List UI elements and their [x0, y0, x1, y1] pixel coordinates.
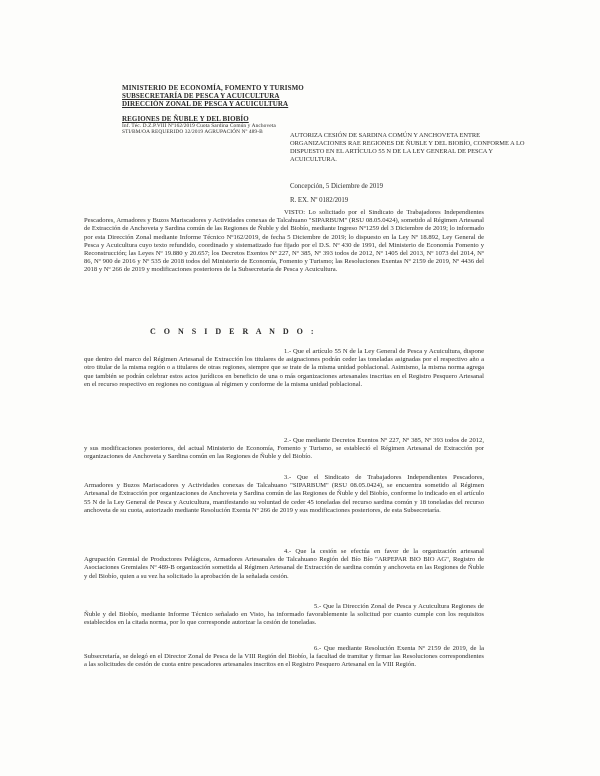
reference-line-1: Inf. Téc. D.Z.P.VIII Nº162/2019 Cuota Sardina Común y Anchoveta: [122, 122, 276, 129]
resolution-date: Concepción, 5 Diciembre de 2019: [290, 183, 384, 190]
visto-text: VISTO: Lo solicitado por el Sindicato de Trabajadores Independientes Pescadores, Armadores y Buzos Mariscadores y Actividades conexas de Talcahuano "SIPARBUM" (RSU 08.05.0424), sometido al Régimen Artesanal de Extracción de Anchoveta y Sardina común de las Regiones de Ñuble y del Biobío, mediante Ingreso Nº1259 del 3 Diciembre de 2019; lo informado por esta Dirección Zonal mediante Informe Técnico Nº162/2019, de fecha 5 Diciembre de 2019; lo dispuesto en la Ley Nº 18.892, Ley General de Pesca y Acuicultura cuyo texto refundido, coordinado y sistematizado fue fijado por el D.S. Nº 430 de 1991, del Ministerio de Economía Fomento y Reconstrucción; las Leyes Nº 19.880 y 20.657; los Decretos Exentos Nº 227, Nº 385, Nº 393 todos de 2012, Nº 1405 del 2013, Nº 1073 del 2014, Nº 86, Nº 900 de 2016 y Nº 535 de 2018 todos del Ministerio de Economía, Fomento y Turismo; las Resoluciones Exentas Nº 2159 de 2019, Nº 4436 del 2018 y Nº 266 de 2019 y modificaciones posteriores de la Subsecretaría de Pesca y Acuicultura.: [84, 209, 484, 274]
point-3-text: 3.- Que el Sindicato de Trabajadores Independientes Pescadores, Armadores y Buzos Mariscadores y Actividades conexas de Talcahuano "SIPARBUM" (RSU 08.05.0424), se encuentra sometido al Régimen Artesanal de Extracción por organizaciones de Anchoveta y Sardina común de las Regiones de Ñuble y del Biobío, conforme lo indicado en el artículo 55 N de la Ley General de Pesca y Acuicultura, manifestando su voluntad de ceder 45 toneladas del recurso sardina común y 18 toneladas del recurso anchoveta de su cuota, autorizado mediante Resolución Exenta Nº 266 de 2019 y sus modificaciones posteriores, de esta Subsecretaría.: [84, 474, 484, 514]
ministry-name: MINISTERIO DE ECONOMÍA, FOMENTO Y TURISMO: [122, 84, 304, 92]
considerando-heading: C O N S I D E R A N D O :: [150, 327, 317, 336]
point-6: [84, 645, 484, 670]
point-2: [84, 437, 484, 462]
regions-name: REGIONES DE ÑUBLE Y DEL BIOBÍO: [122, 114, 249, 123]
undersecretary-name: SUBSECRETARÍA DE PESCA Y ACUICULTURA: [122, 92, 280, 101]
point-5-text: 5.- Que la Dirección Zonal de Pesca y Acuicultura Regiones de Ñuble y del Biobío, mediante Informe Técnico señalado en Visto, ha informado favorablemente la solicitud por cuanto cumple con los requisitos establecidos en la citada norma, por lo que corresponde autorizar la cesión de toneladas.: [84, 603, 484, 627]
reference-line-2: STI/BM/OA REQUERIDO 32/2019 AGRUPACIÓN Nº 489-B: [122, 129, 263, 136]
point-5: [84, 603, 484, 628]
point-2-text: 2.- Que mediante Decretos Exentos Nº 227, Nº 385, Nº 393 todos de 2012, y sus modificaciones posteriores, del actual Ministerio de Economía, Fomento y Turismo, se estableció el Régimen Artesanal de Extracción por organizaciones de Anchoveta y Sardina común en las Regiones de Ñuble y del Biobío.: [84, 437, 484, 461]
point-1-text: 1.- Que el artículo 55 N de la Ley General de Pesca y Acuicultura, dispone que dentro del marco del Régimen Artesanal de Extracción los titulares de asignaciones podrán ceder las toneladas asignadas por el respectivo año a otro titular de la misma región o a titulares de otras regiones, siempre que se trate de la misma unidad poblacional. Asimismo, la misma norma agrega que también se podrán celebrar estos actos jurídicos en beneficio de una o más organizaciones artesanales inscritas en el Registro Pesquero Artesanal en el recurso respectivo en regiones no contiguas al régimen y conforme de la misma unidad poblacional.: [84, 348, 484, 388]
point-4: [84, 548, 484, 581]
point-6-text: 6.- Que mediante Resolución Exenta Nº 2159 de 2019, de la Subsecretaría, se delegó en el Director Zonal de Pesca de la VIII Región del Biobío, la facultad de tramitar y firmar las Resoluciones correspondientes a las solicitudes de cesión de cuota entre pescadores artesanales inscritos en el Registro Pesquero Artesanal en la VIII Región.: [84, 645, 484, 669]
visto-paragraph: [84, 209, 484, 275]
resolution-number: R. EX. Nº 0182/2019: [290, 197, 349, 204]
zonal-direction-name: DIRECCIÓN ZONAL DE PESCA Y ACUICULTURA: [122, 100, 289, 109]
point-3: [84, 474, 484, 515]
point-1: [84, 348, 484, 389]
point-4-text: 4.- Que la cesión se efectúa en favor de la organización artesanal Agrupación Gremial de Productores Pelágicos, Armadores Artesanales de Talcahuano Región del Bío Bío "ARPEPAR BIO BIO AG", Registro de Asociaciones Gremiales Nº 489-B organización sometida al Régimen Artesanal de Extracción de sardina común y anchoveta en las Regiones de Ñuble y del Biobío, quien a su vez ha solicitado la aprobación de la señalada cesión.: [84, 548, 484, 580]
resolution-subject: AUTORIZA CESIÓN DE SARDINA COMÚN Y ANCHOVETA ENTRE ORGANIZACIONES RAE REGIONES DE ÑUBLE Y DEL BIOBÍO, CONFORME A LO DISPUESTO EN EL ARTÍCULO 55 N DE LA LEY GENERAL DE PESCA Y ACUICULTURA.: [290, 132, 525, 163]
letterhead: [122, 84, 322, 136]
